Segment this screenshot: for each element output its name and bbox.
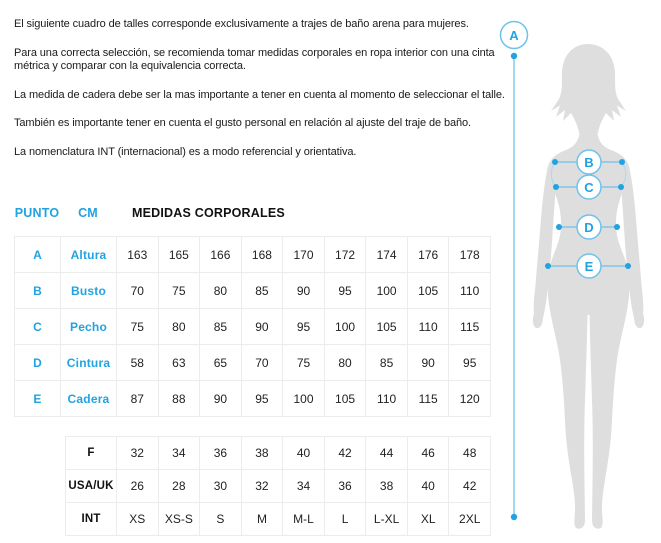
measure-value-cell: 90 [200,381,242,417]
measure-value-cell: 174 [366,237,408,273]
measure-label-cell: Busto [61,273,117,309]
point-letter-cell: C [15,309,61,345]
measure-value-cell: 80 [200,273,242,309]
measure-label-cell: Cintura [61,345,117,381]
figure-svg [488,4,661,541]
measure-label-cell: Pecho [61,309,117,345]
size-value-cell: 42 [449,470,491,503]
size-value-cell: L [325,503,367,536]
size-value-cell: 36 [200,437,242,470]
measure-value-cell: 65 [200,345,242,381]
size-value-cell: 40 [408,470,450,503]
measure-value-cell: 115 [449,309,491,345]
point-letter-cell: E [15,381,61,417]
measure-value-cell: 115 [408,381,450,417]
measure-value-cell: 168 [242,237,284,273]
size-value-cell: 32 [242,470,284,503]
silhouette-head [551,44,626,133]
marker-e-letter: E [584,259,594,274]
point-letter-cell: D [15,345,61,381]
measure-value-cell: 90 [242,309,284,345]
measure-value-cell: 110 [408,309,450,345]
measure-value-cell: 165 [159,237,201,273]
measure-value-cell: 58 [117,345,159,381]
size-value-cell: M [242,503,284,536]
size-value-cell: 40 [283,437,325,470]
size-value-cell: S [200,503,242,536]
measure-value-cell: 105 [408,273,450,309]
size-value-cell: XS-S [159,503,201,536]
size-value-cell: 48 [449,437,491,470]
measure-label-cell: Cadera [61,381,117,417]
measure-value-cell: 80 [159,309,201,345]
point-letter-cell: A [15,237,61,273]
intro-paragraph: El siguiente cuadro de talles corresponde exclusivamente a trajes de baño arena para mujeres. [14,18,469,30]
intro-paragraph: Para una correcta selección, se recomienda tomar medidas corporales en ropa interior con una cinta métrica y comparar con la equivalencia correcta. [14,46,495,72]
size-value-cell: XL [408,503,450,536]
height-line-top-dot [511,53,517,59]
size-value-cell: 34 [159,437,201,470]
size-value-cell: XS [117,503,159,536]
measure-value-cell: 85 [242,273,284,309]
size-system-label-cell: INT [66,503,117,536]
measurements-table-header [14,206,490,220]
measure-value-cell: 80 [325,345,367,381]
height-line-bottom-dot [511,514,517,520]
size-value-cell: 46 [408,437,450,470]
body-measurement-figure [488,4,661,541]
size-value-cell: 38 [366,470,408,503]
measure-value-cell: 100 [283,381,325,417]
measure-label-cell: Altura [61,237,117,273]
sizes-table [65,436,491,536]
intro-paragraph: La nomenclatura INT (internacional) es a modo referencial y orientativa. [14,145,357,158]
size-value-cell: 26 [117,470,159,503]
size-value-cell: 36 [325,470,367,503]
intro-text [14,18,508,174]
measure-value-cell: 110 [449,273,491,309]
size-value-cell: 38 [242,437,284,470]
size-value-cell: 34 [283,470,325,503]
size-value-cell: L-XL [366,503,408,536]
measure-value-cell: 120 [449,381,491,417]
measure-value-cell: 75 [283,345,325,381]
measure-value-cell: 95 [242,381,284,417]
measure-value-cell: 95 [283,309,325,345]
measure-value-cell: 85 [366,345,408,381]
measure-value-cell: 176 [408,237,450,273]
size-value-cell: 44 [366,437,408,470]
size-value-cell: 30 [200,470,242,503]
measure-value-cell: 75 [159,273,201,309]
size-value-cell: 32 [117,437,159,470]
measure-value-cell: 105 [325,381,367,417]
size-value-cell: 28 [159,470,201,503]
size-value-cell: 2XL [449,503,491,536]
marker-b-letter: B [584,155,594,170]
measure-value-cell: 178 [449,237,491,273]
marker-height [501,22,528,521]
size-value-cell: M-L [283,503,325,536]
measure-value-cell: 100 [366,273,408,309]
intro-paragraph: También es importante tener en cuenta el gusto personal en relación al ajuste del traje de baño. [14,117,471,129]
measure-value-cell: 70 [117,273,159,309]
size-system-label-cell: F [66,437,117,470]
measure-value-cell: 105 [366,309,408,345]
measure-value-cell: 87 [117,381,159,417]
measure-value-cell: 70 [242,345,284,381]
measure-value-cell: 170 [283,237,325,273]
point-letter-cell: B [15,273,61,309]
marker-c-letter: C [584,180,594,195]
measure-value-cell: 163 [117,237,159,273]
measure-value-cell: 110 [366,381,408,417]
intro-paragraph: La medida de cadera debe ser la mas importante a tener en cuenta al momento de seleccionar el talle. [14,88,505,101]
measure-value-cell: 100 [325,309,367,345]
size-value-cell: 42 [325,437,367,470]
marker-d-letter: D [584,220,594,235]
measure-value-cell: 88 [159,381,201,417]
header-cm: CM [78,206,98,220]
header-punto: PUNTO [14,206,60,220]
measure-value-cell: 172 [325,237,367,273]
marker-a-letter: A [509,28,519,43]
measurements-table [14,236,491,417]
header-medidas-corporales: MEDIDAS CORPORALES [132,206,285,220]
measure-value-cell: 90 [283,273,325,309]
measure-value-cell: 166 [200,237,242,273]
measure-value-cell: 63 [159,345,201,381]
measure-value-cell: 90 [408,345,450,381]
measure-value-cell: 95 [325,273,367,309]
measure-value-cell: 85 [200,309,242,345]
measure-value-cell: 75 [117,309,159,345]
measure-value-cell: 95 [449,345,491,381]
size-system-label-cell: USA/UK [66,470,117,503]
